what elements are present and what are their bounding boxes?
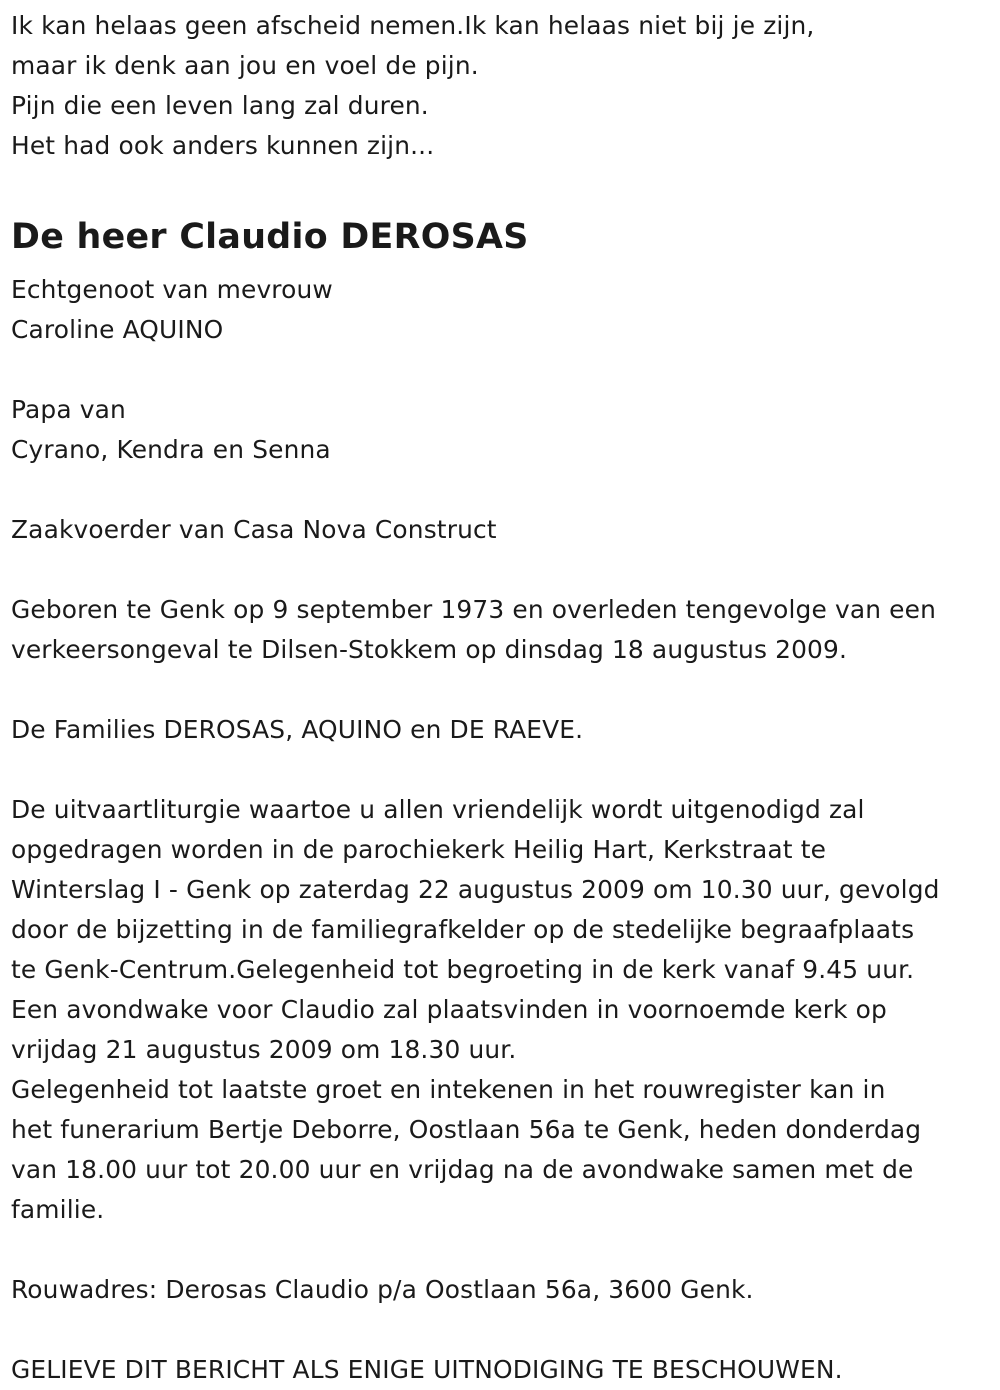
spacer (11, 670, 991, 710)
occupation: Zaakvoerder van Casa Nova Construct (11, 515, 497, 544)
funeral-info-line: Winterslag I - Genk op zaterdag 22 augustus 2009 om 10.30 uur, gevolgd (11, 875, 940, 904)
poem-line: Pijn die een leven lang zal duren. (11, 91, 429, 120)
funeral-info-line: opgedragen worden in de parochiekerk Heilig Hart, Kerkstraat te (11, 835, 827, 864)
closing-notice: GELIEVE DIT BERICHT ALS ENIGE UITNODIGING TE BESCHOUWEN. (11, 1355, 843, 1384)
spacer (11, 350, 991, 390)
spacer (11, 1310, 991, 1350)
spouse-section (11, 270, 991, 350)
poem (11, 6, 991, 166)
deceased-name: De heer Claudio DEROSAS (11, 217, 529, 257)
spacer (11, 1230, 991, 1270)
funeral-info-line: te Genk-Centrum.Gelegenheid tot begroeting in de kerk vanaf 9.45 uur. (11, 955, 915, 984)
birth-death-section (11, 590, 991, 670)
spacer (11, 550, 991, 590)
funeral-info-line: Gelegenheid tot laatste groet en intekenen in het rouwregister kan in (11, 1075, 886, 1104)
funeral-info-line: van 18.00 uur tot 20.00 uur en vrijdag na de avondwake samen met de (11, 1155, 914, 1184)
birth-death-line: Geboren te Genk op 9 september 1973 en overleden tengevolge van een (11, 595, 936, 624)
funeral-info-section (11, 790, 991, 1230)
funeral-info-line: het funerarium Bertje Deborre, Oostlaan 56a te Genk, heden donderdag (11, 1115, 922, 1144)
funeral-info-line: familie. (11, 1195, 105, 1224)
children-names: Cyrano, Kendra en Senna (11, 435, 331, 464)
obituary-notice (11, 6, 991, 1390)
poem-line: Ik kan helaas geen afscheid nemen.Ik kan helaas niet bij je zijn, (11, 11, 815, 40)
children-label: Papa van (11, 395, 126, 424)
funeral-info-line: vrijdag 21 augustus 2009 om 18.30 uur. (11, 1035, 517, 1064)
birth-death-line: verkeersongeval te Dilsen-Stokkem op dinsdag 18 augustus 2009. (11, 635, 848, 664)
families: De Families DEROSAS, AQUINO en DE RAEVE. (11, 715, 584, 744)
poem-line: Het had ook anders kunnen zijn... (11, 131, 435, 160)
funeral-info-line: Een avondwake voor Claudio zal plaatsvinden in voornoemde kerk op (11, 995, 887, 1024)
spouse-name: Caroline AQUINO (11, 315, 224, 344)
funeral-info-line: door de bijzetting in de familiegrafkelder op de stedelijke begraafplaats (11, 915, 915, 944)
children-section (11, 390, 991, 470)
spacer (11, 166, 991, 206)
poem-line: maar ik denk aan jou en voel de pijn. (11, 51, 479, 80)
spacer (11, 750, 991, 790)
spacer (11, 470, 991, 510)
funeral-info-line: De uitvaartliturgie waartoe u allen vriendelijk wordt uitgenodigd zal (11, 795, 865, 824)
spouse-label: Echtgenoot van mevrouw (11, 275, 333, 304)
mourning-address: Rouwadres: Derosas Claudio p/a Oostlaan 56a, 3600 Genk. (11, 1275, 754, 1304)
